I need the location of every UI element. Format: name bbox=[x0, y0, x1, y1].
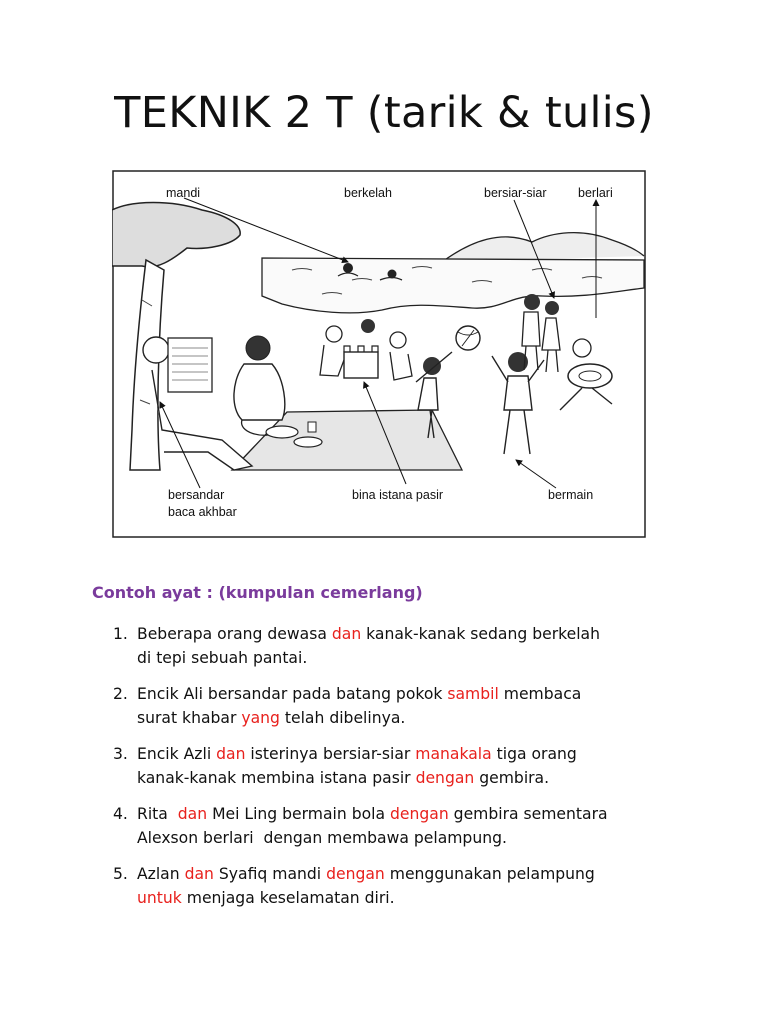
sentence-text: Rita bbox=[137, 805, 178, 823]
sentence-line bbox=[137, 802, 692, 826]
sentence-item bbox=[92, 682, 692, 730]
sentence-number: 5. bbox=[113, 865, 128, 883]
sentence-line bbox=[137, 706, 692, 730]
sentence-text: kanak-kanak membina istana pasir bbox=[137, 769, 416, 787]
sentence-number: 2. bbox=[113, 685, 128, 703]
sentence-line bbox=[137, 646, 692, 670]
highlighted-word: yang bbox=[241, 709, 280, 727]
sentence-line bbox=[137, 886, 692, 910]
sentence-item bbox=[92, 802, 692, 850]
sentence-line bbox=[137, 766, 692, 790]
highlighted-word: dengan bbox=[415, 769, 475, 787]
label-berkelah: berkelah bbox=[344, 186, 392, 200]
label-bersiar-siar: bersiar-siar bbox=[484, 186, 547, 200]
woman bbox=[246, 336, 270, 360]
sentence-text: gembira sementara bbox=[448, 805, 608, 823]
sentence-line bbox=[137, 682, 692, 706]
highlighted-word: sambil bbox=[447, 685, 499, 703]
highlighted-word: dan bbox=[184, 865, 214, 883]
label-mandi: mandi bbox=[166, 186, 201, 200]
sentence-list bbox=[92, 622, 692, 922]
label-baca-akhbar: baca akhbar bbox=[168, 505, 237, 519]
highlighted-word: dan bbox=[216, 745, 246, 763]
sentence-text: isterinya bersiar-siar bbox=[245, 745, 416, 763]
sentence-text: Beberapa orang dewasa bbox=[137, 625, 332, 643]
sentence-text: tiga orang bbox=[491, 745, 577, 763]
newspaper bbox=[168, 338, 212, 392]
sentence-text: Mei Ling bermain bola bbox=[207, 805, 390, 823]
highlighted-word: dengan bbox=[326, 865, 385, 883]
beach-scene-drawing bbox=[112, 170, 646, 538]
sentence-item bbox=[92, 862, 692, 910]
sentence-line bbox=[137, 622, 692, 646]
sentence-text: kanak-kanak sedang berkelah bbox=[361, 625, 600, 643]
sentence-text: membaca bbox=[498, 685, 582, 703]
sentence-text: Azlan bbox=[137, 865, 185, 883]
child-2 bbox=[361, 319, 375, 333]
label-bermain: bermain bbox=[548, 488, 594, 502]
highlighted-word: dan bbox=[177, 805, 208, 823]
sentence-text: telah dibelinya. bbox=[279, 709, 406, 727]
sandcastle bbox=[344, 352, 378, 378]
sentence-line bbox=[137, 826, 692, 850]
sentence-text: gembira. bbox=[474, 769, 550, 787]
label-bina-istana-pasir: bina istana pasir bbox=[352, 488, 444, 502]
sentence-number: 3. bbox=[113, 745, 128, 763]
man-reading bbox=[143, 337, 169, 363]
sentence-number: 4. bbox=[113, 805, 128, 823]
highlighted-word: manakala bbox=[415, 745, 492, 763]
girl-playing-ball bbox=[423, 357, 441, 375]
label-bersandar: bersandar bbox=[168, 488, 225, 502]
sentence-text: Alexson berlari dengan membawa pelampung. bbox=[137, 829, 507, 847]
boy-running bbox=[573, 339, 591, 357]
sentence-text: di tepi sebuah pantai. bbox=[137, 649, 308, 667]
swimmer-1 bbox=[343, 263, 353, 273]
highlighted-word: dan bbox=[331, 625, 362, 643]
child-1 bbox=[326, 326, 342, 342]
highlighted-word: untuk bbox=[137, 889, 182, 907]
page-title: TEKNIK 2 T (tarik & tulis) bbox=[114, 88, 654, 138]
sentence-text: Encik Azli bbox=[137, 745, 217, 763]
sentence-text: Syafiq mandi bbox=[213, 865, 327, 883]
highlighted-word: dengan bbox=[390, 805, 449, 823]
sentence-line bbox=[137, 742, 692, 766]
beach-illustration bbox=[112, 170, 646, 538]
sentence-number: 1. bbox=[113, 625, 128, 643]
sentence-text: menggunakan pelampung bbox=[384, 865, 595, 883]
sentence-line bbox=[137, 862, 692, 886]
food-plate bbox=[266, 426, 298, 438]
sentence-text: Encik Ali bersandar pada batang pokok bbox=[137, 685, 448, 703]
couple-walking bbox=[524, 294, 540, 310]
sentence-text: menjaga keselamatan diri. bbox=[181, 889, 395, 907]
sentence-text: surat khabar bbox=[137, 709, 242, 727]
sentence-item bbox=[92, 622, 692, 670]
child-3 bbox=[390, 332, 406, 348]
sentence-item bbox=[92, 742, 692, 790]
section-heading: Contoh ayat : (kumpulan cemerlang) bbox=[92, 583, 423, 602]
label-berlari: berlari bbox=[578, 186, 613, 200]
